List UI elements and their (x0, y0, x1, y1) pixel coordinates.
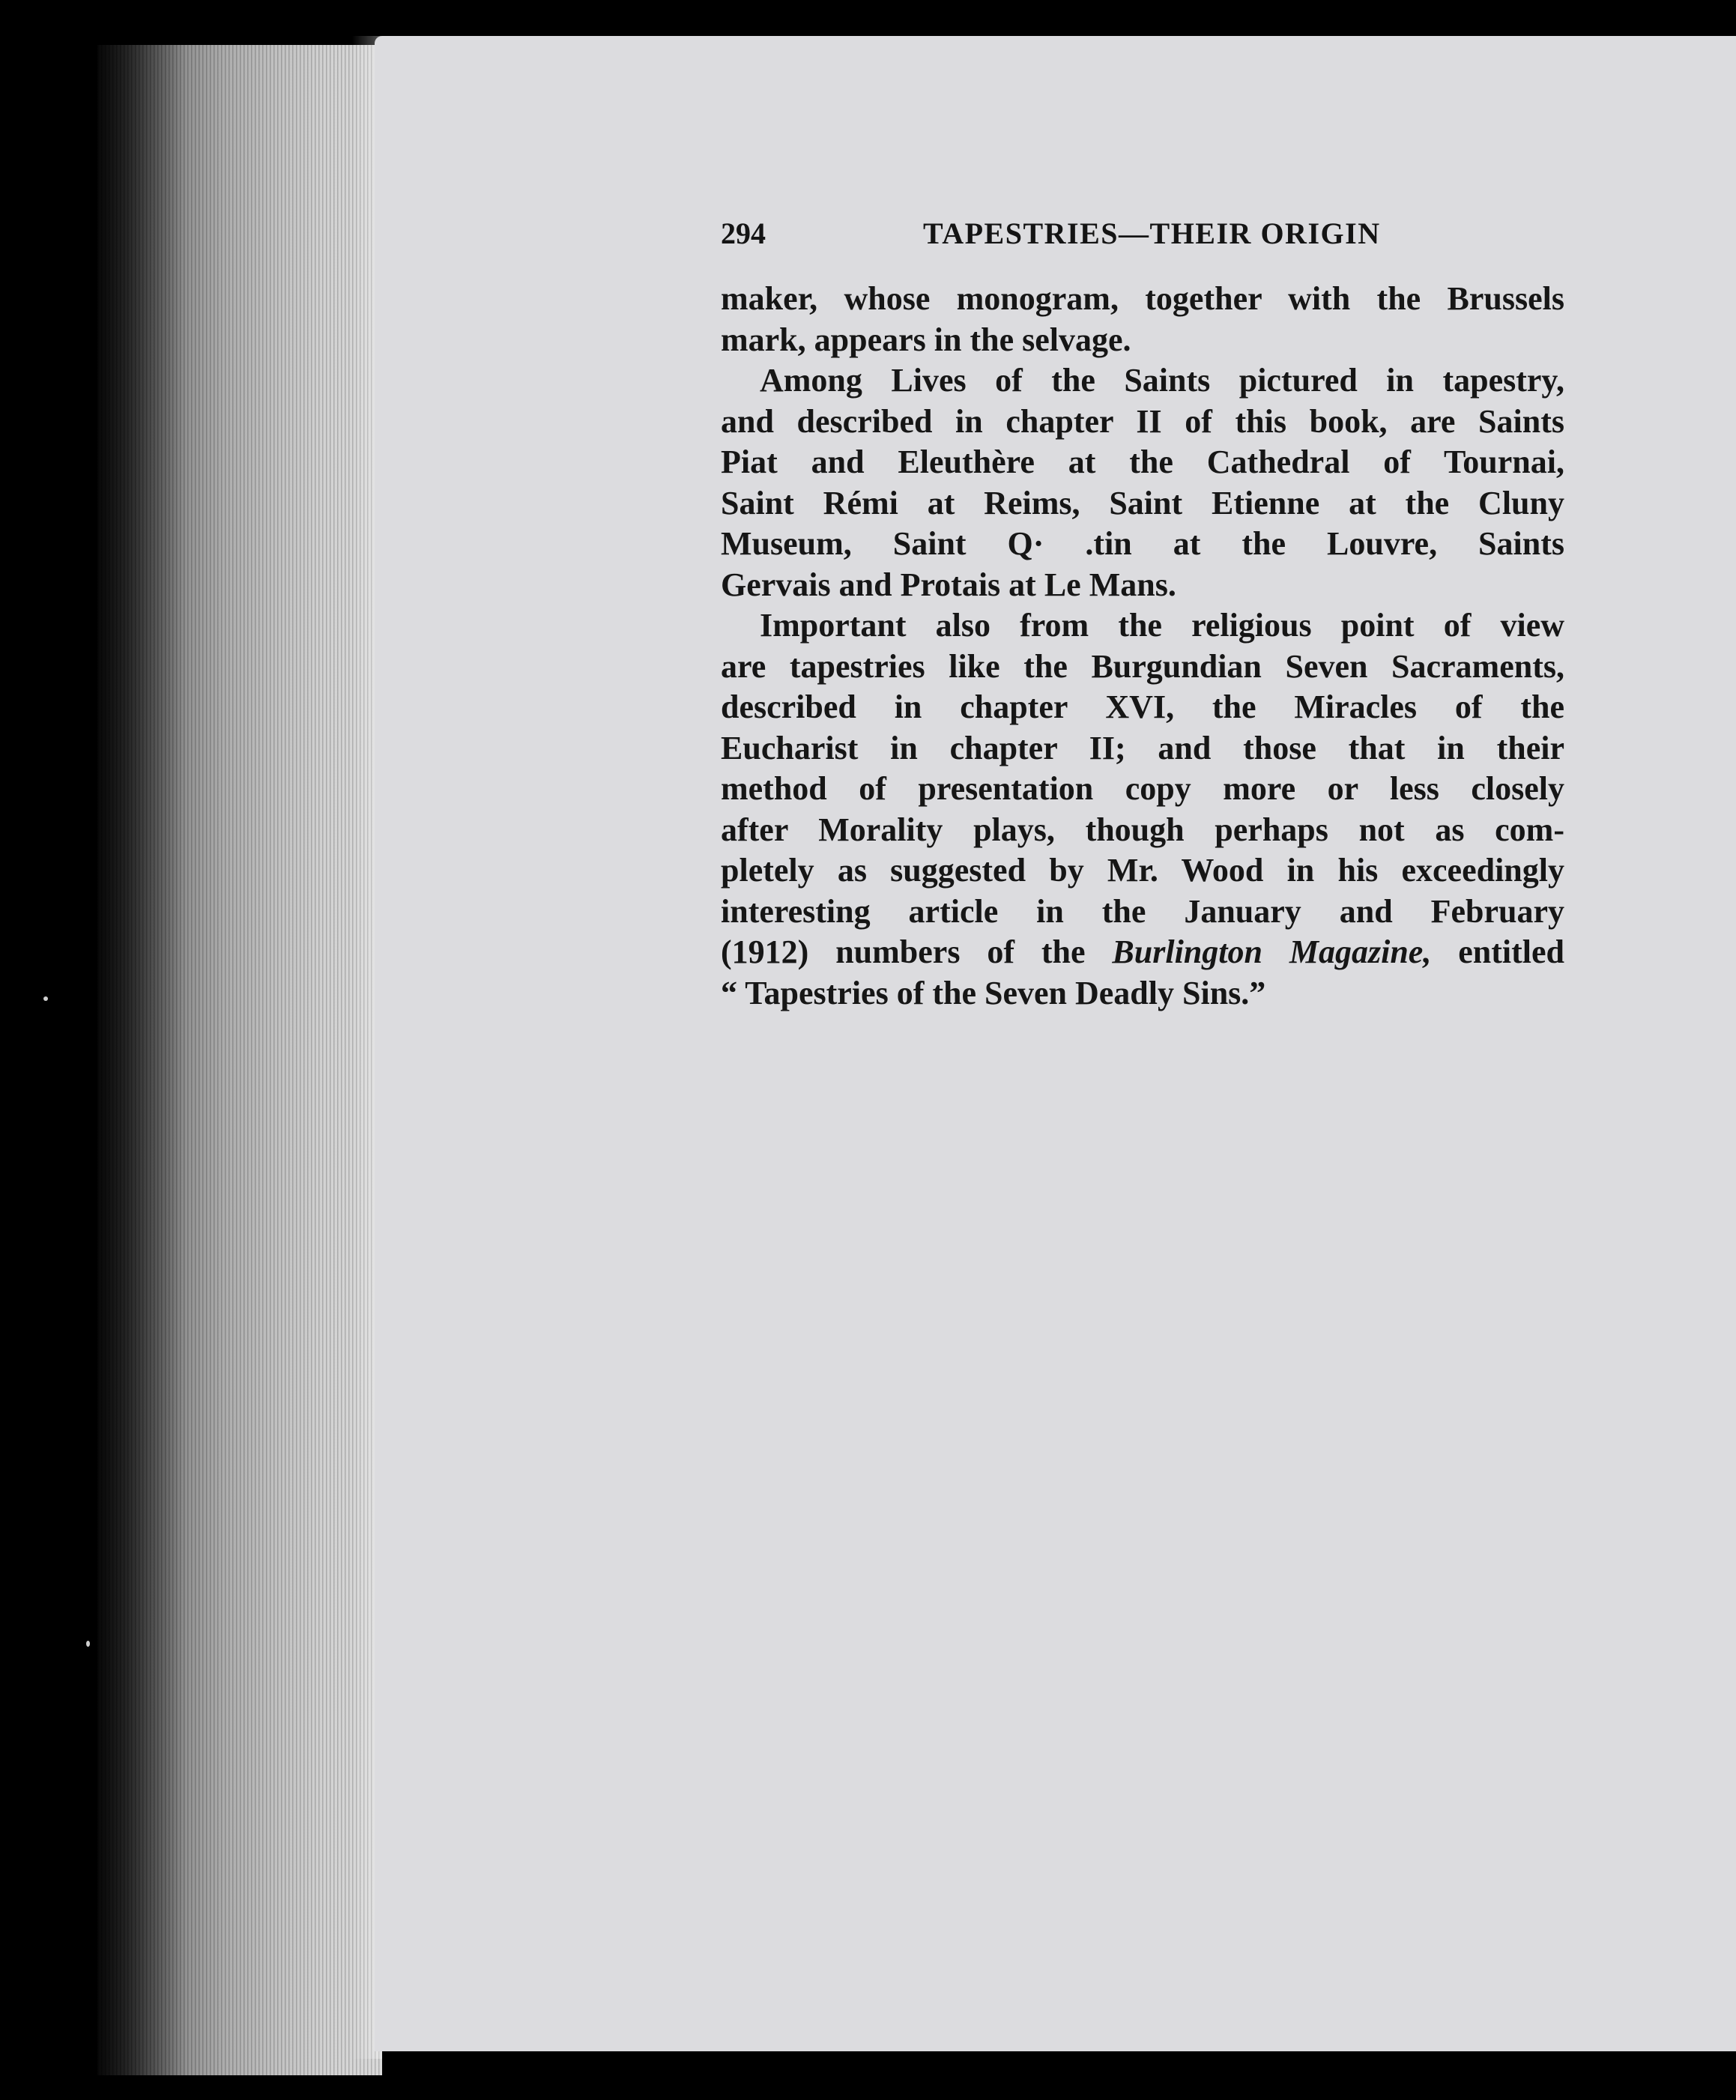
text-line: “ Tapestries of the Seven Deadly Sins.” (721, 974, 1266, 1011)
text-line: Among Lives of the Saints pictured in tapestry, (760, 362, 1564, 399)
speck (43, 996, 48, 1001)
text-line: and described in chapter II of this book, are Saints (721, 402, 1564, 440)
text-line: described in chapter XVI, the Miracles of the (721, 689, 1564, 725)
text-line: maker, whose monogram, together with the Brussels (721, 280, 1564, 317)
running-head-title: TAPESTRIES—THEIR ORIGIN (923, 217, 1381, 250)
text-segment: entitled (1431, 933, 1564, 970)
running-head (721, 216, 1560, 261)
text-line: Gervais and Protais at Le Mans. (721, 566, 1176, 603)
text-line: interesting article in the January and February (721, 892, 1564, 930)
text-line: pletely as suggested by Mr. Wood in his exceedingly (721, 852, 1564, 889)
text-segment: (1912) numbers of the (721, 933, 1113, 970)
text-line-with-italic (721, 932, 1564, 973)
text-line: Important also from the religious point of view (760, 607, 1564, 644)
text-line: Museum, Saint Q· .tin at the Louvre, Saints (721, 525, 1564, 562)
speck (86, 1641, 90, 1647)
text-line: Saint Rémi at Reims, Saint Etienne at the Cluny (721, 484, 1564, 521)
binding-shadow (97, 45, 187, 2075)
text-line: after Morality plays, though perhaps not as com- (721, 811, 1564, 848)
text-line: are tapestries like the Burgundian Seven Sacraments, (721, 647, 1564, 685)
text-line: mark, appears in the selvage. (721, 321, 1131, 358)
magazine-title: Burlington Magazine, (1112, 933, 1432, 970)
body-text (721, 279, 1564, 1014)
text-line: Eucharist in chapter II; and those that in their (721, 729, 1564, 766)
text-line: Piat and Eleuthère at the Cathedral of Tournai, (721, 444, 1564, 480)
page-number: 294 (721, 217, 766, 250)
text-line: method of presentation copy more or less closely (721, 770, 1564, 807)
